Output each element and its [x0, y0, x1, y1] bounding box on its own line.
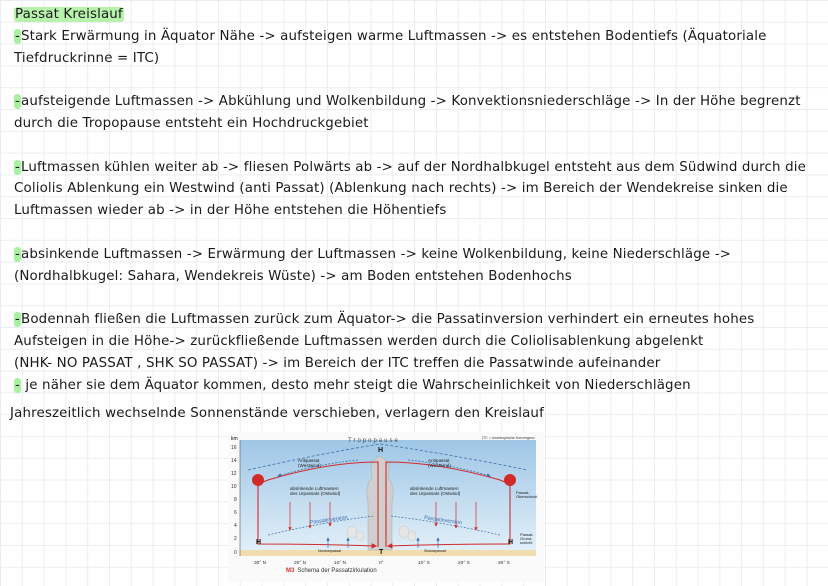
paragraph-5-line-1 — [14, 309, 822, 331]
paragraph-5-line-2 — [14, 331, 822, 353]
passat-circulation-diagram — [228, 432, 544, 582]
paragraph-2-line-2 — [14, 113, 822, 135]
closing-line: Jahreszeitlich wechselnde Sonnenstände verschieben, verlagern den Kreislauf — [10, 406, 544, 421]
tropopause-label: Tropopause — [348, 438, 400, 444]
y-tick: 0 — [234, 550, 237, 556]
paragraph-text: Tiefdruckrinne = ITC) — [14, 50, 160, 66]
high-pressure-right — [504, 474, 516, 486]
y-tick: 16 — [231, 445, 237, 451]
last-bullet — [14, 375, 822, 397]
h-left: H — [256, 539, 262, 546]
x-tick: 20° S — [458, 561, 470, 566]
y-tick: 10 — [231, 484, 237, 490]
passat-top-label: Passat- — [516, 490, 530, 495]
bullet-marker: - — [15, 246, 20, 262]
figure-caption — [286, 568, 377, 574]
caption-marker: M3 — [286, 568, 295, 574]
ground-left-label: Nordostpassat — [318, 549, 342, 553]
inversion-right-label: Passatinversion — [423, 515, 463, 527]
h-right: H — [508, 539, 514, 546]
x-tick: 30° S — [498, 561, 510, 566]
note-title — [14, 4, 822, 26]
paragraph-2-line-1 — [14, 91, 822, 113]
paragraph-text: Luftmassen kühlen weiter ab -> fliesen Polwärts ab -> auf der Nordhalbkugel entsteht aus dem Südwind durch die — [20, 159, 806, 175]
paragraph-4-line-2 — [14, 266, 822, 288]
y-tick: 12 — [231, 471, 237, 477]
y-tick: 4 — [234, 523, 237, 529]
paragraph-text: je näher sie dem Äquator kommen, desto mehr steigt die Wahrscheinlichkeit von Niederschlägen — [20, 377, 691, 393]
x-tick: 10° N — [334, 561, 347, 566]
paragraph-text: Luftmassen wieder ab -> in der Höhe entstehen die Höhentiefs — [14, 203, 447, 219]
y-tick: 8 — [234, 497, 237, 503]
y-tick: 14 — [231, 458, 237, 464]
paragraph-text: aufsteigende Luftmassen -> Abkühlung und Wolkenbildung -> Konvektionsniederschläge -> In der Höhe begrenzt — [20, 94, 801, 110]
inversion-left-label: Passatinversion — [309, 514, 348, 526]
diagram-svg — [228, 432, 544, 582]
x-tick: 10° S — [418, 561, 430, 566]
paragraph-text: durch die Tropopause entsteht ein Hochdruckgebiet — [14, 115, 369, 131]
paragraph-text: Stark Erwärmung in Äquator Nähe -> aufsteigen warme Luftmassen -> es entstehen Bodentiefs (Äquatoriale — [20, 28, 767, 44]
ground-right-label: Südostpassat — [424, 549, 446, 553]
paragraph-4-line-1 — [14, 244, 822, 266]
sinking-right-sub: des Urpassats (Ostwind) — [410, 491, 461, 496]
antipassat-left-label: Antipassat — [298, 458, 320, 463]
antipassat-right-sub: (Westwind) — [428, 463, 451, 468]
x-tick: 20° N — [294, 561, 307, 566]
bullet-marker: - — [15, 312, 20, 328]
paragraph-text: Aufsteigen in die Höhe-> zurückfließende Luftmassen werden durch die Coliolisablenkung abgelenkt — [14, 333, 704, 349]
sinking-left-sub: des Urpassats (Ostwind) — [290, 491, 341, 496]
caption-text: Schema der Passatzirkulation — [297, 568, 377, 574]
paragraph-text: (Nordhalbkugel: Sahara, Wendekreis Wüste) -> am Boden entstehen Bodenhochs — [14, 268, 572, 284]
passat-bottom-sub: Grund- — [520, 536, 533, 541]
paragraph-3-line-1 — [14, 157, 822, 179]
axis-unit: km — [231, 436, 238, 442]
x-tick: 0° — [379, 561, 384, 566]
h-top: H — [378, 447, 384, 454]
paragraph-1-line-2 — [14, 48, 822, 70]
bullet-marker: - — [15, 94, 20, 110]
paragraph-5-line-3 — [14, 353, 822, 375]
ground-strip — [240, 550, 536, 556]
passat-bottom-label: Passat- — [520, 532, 534, 537]
paragraph-text: Bodennah fließen die Luftmassen zurück zum Äquator-> die Passatinversion verhindert ein erneutes hohes — [20, 312, 755, 328]
antipassat-left-sub: (Westwind) — [298, 463, 321, 468]
passat-top-sub: Oberschicht — [516, 494, 538, 499]
legend-note: ITC = Innertropische Konvergenz — [482, 436, 535, 440]
bullet-marker: - — [15, 28, 20, 44]
paragraph-3-line-3 — [14, 200, 822, 222]
paragraph-text: (NHK- NO PASSAT , SHK SO PASSAT) -> im Bereich der ITC treffen die Passatwinde aufeinander — [14, 355, 661, 371]
note-text — [14, 4, 822, 396]
high-pressure-left — [252, 474, 264, 486]
paragraph-1-line-1 — [14, 26, 822, 48]
y-tick: 2 — [234, 536, 237, 542]
paragraph-text: absinkende Luftmassen -> Erwärmung der Luftmassen -> keine Wolkenbildung, keine Niederschläge -> — [20, 246, 732, 262]
sinking-right-label: absinkende Luftmassen — [410, 486, 459, 491]
passat-bottom-sub2: schicht — [520, 540, 533, 545]
bullet-marker: - — [15, 159, 20, 175]
t-bottom: T — [379, 549, 384, 556]
paragraph-3-line-2 — [14, 178, 822, 200]
sinking-left-label: absinkende Luftmassen — [290, 486, 339, 491]
paragraph-text: Coliolis Ablenkung ein Westwind (anti Passat) (Ablenkung nach rechts) -> im Bereich der Wendekreise sinken die — [14, 181, 788, 197]
bullet-marker: - — [15, 377, 20, 393]
x-tick: 30° N — [254, 561, 267, 566]
antipassat-right-label: Antipassat — [428, 458, 450, 463]
note-title-text: Passat Kreislauf — [15, 7, 123, 22]
y-tick: 6 — [234, 510, 237, 516]
